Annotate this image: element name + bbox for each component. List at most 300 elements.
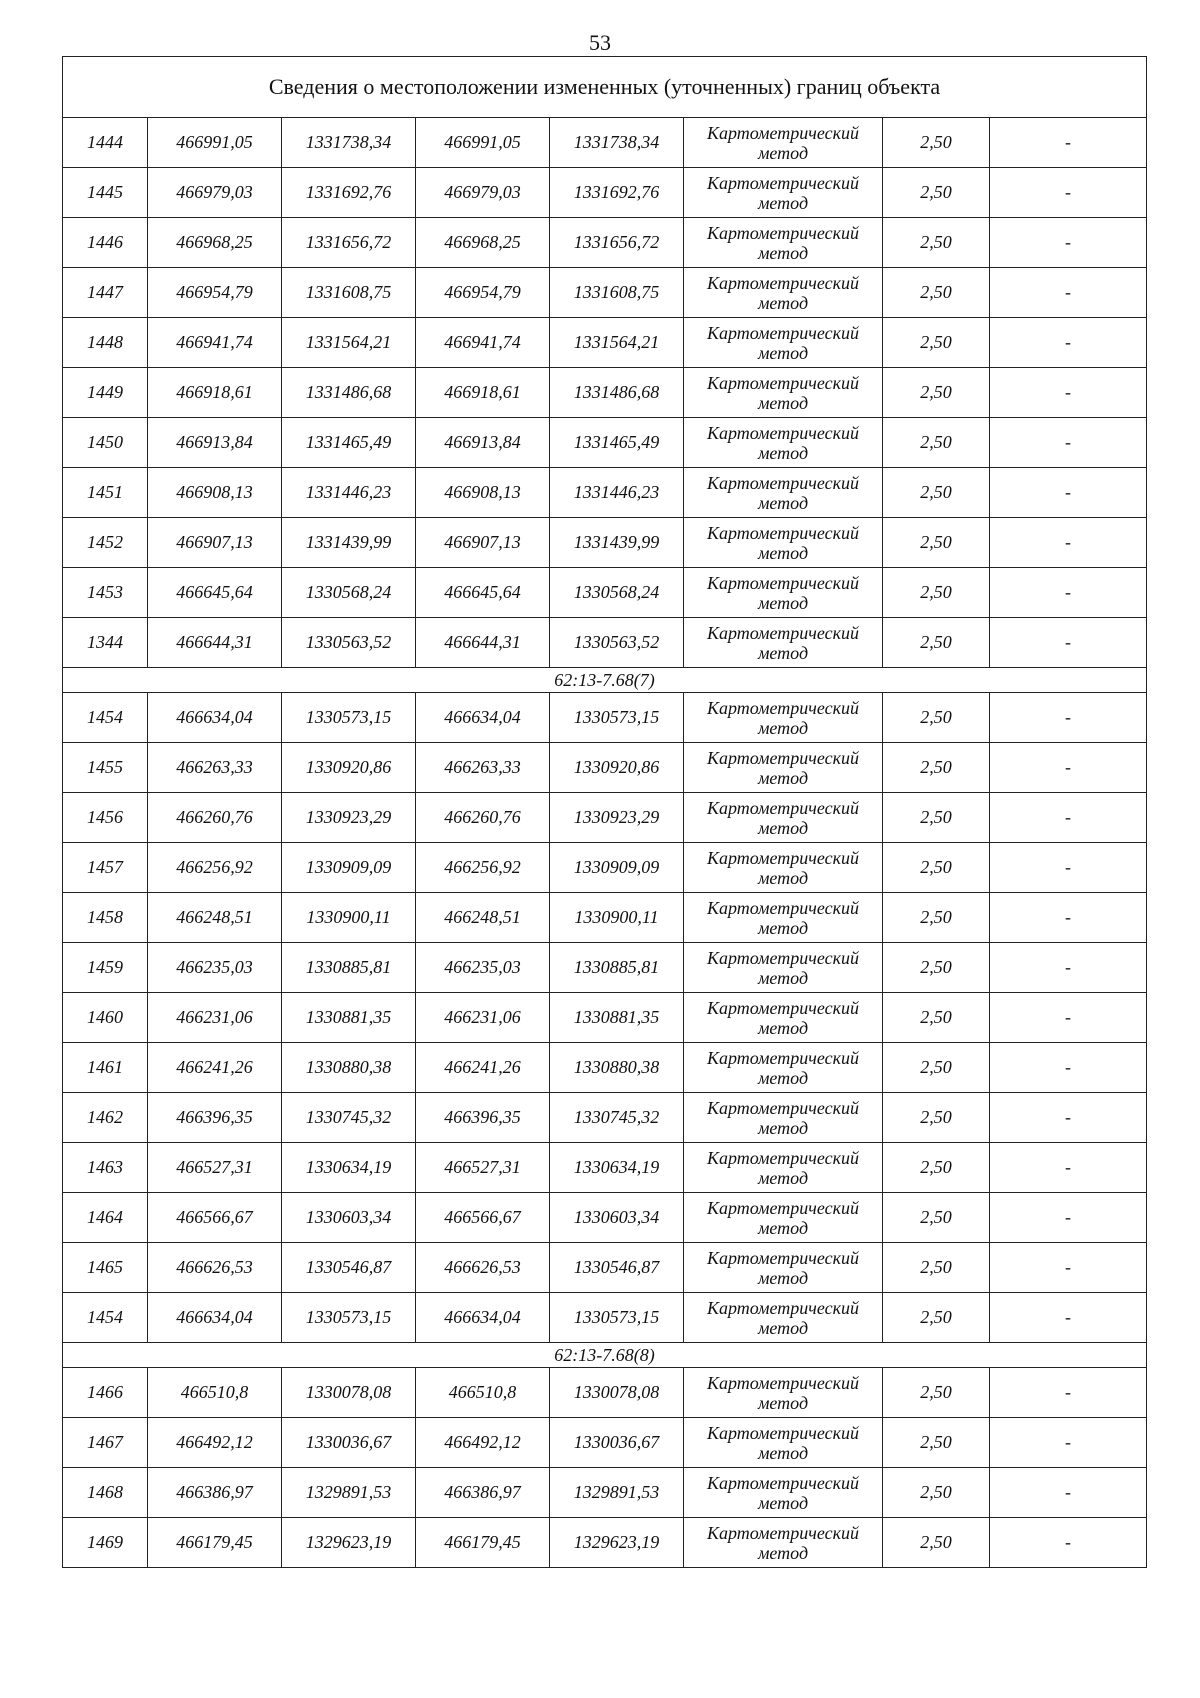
x-existing-cell: 466396,35 [148, 1093, 282, 1143]
point-number-cell: 1454 [63, 1293, 148, 1343]
x-refined-cell: 466179,45 [416, 1518, 550, 1568]
accuracy-cell: 2,50 [883, 1193, 990, 1243]
y-existing-cell: 1330546,87 [282, 1243, 416, 1293]
y-existing-cell: 1330900,11 [282, 893, 416, 943]
point-number-cell: 1451 [63, 468, 148, 518]
x-refined-cell: 466634,04 [416, 693, 550, 743]
method-line2: метод [757, 392, 809, 413]
table-row [63, 993, 1147, 1043]
method-line2: метод [757, 642, 809, 663]
note-cell: - [990, 1143, 1147, 1193]
x-existing-cell: 466248,51 [148, 893, 282, 943]
accuracy-cell: 2,50 [883, 1043, 990, 1093]
y-refined-cell: 1331692,76 [550, 168, 684, 218]
method-cell [684, 793, 883, 843]
y-existing-cell: 1330920,86 [282, 743, 416, 793]
method-cell [684, 1193, 883, 1243]
y-refined-cell: 1330603,34 [550, 1193, 684, 1243]
method-cell [684, 743, 883, 793]
y-refined-cell: 1330885,81 [550, 943, 684, 993]
note-cell: - [990, 843, 1147, 893]
note-cell: - [990, 268, 1147, 318]
accuracy-cell: 2,50 [883, 168, 990, 218]
table-row [63, 1143, 1147, 1193]
method-line2: метод [757, 1217, 809, 1238]
method-line1: Картометрический [706, 1147, 859, 1168]
y-existing-cell: 1331608,75 [282, 268, 416, 318]
note-cell: - [990, 418, 1147, 468]
x-refined-cell: 466918,61 [416, 368, 550, 418]
method-cell [684, 368, 883, 418]
x-refined-cell: 466979,03 [416, 168, 550, 218]
method-cell [684, 943, 883, 993]
y-refined-cell: 1330573,15 [550, 693, 684, 743]
method-cell [684, 1043, 883, 1093]
method-line2: метод [757, 1492, 809, 1513]
y-existing-cell: 1330885,81 [282, 943, 416, 993]
y-refined-cell: 1330745,32 [550, 1093, 684, 1143]
point-number-cell: 1455 [63, 743, 148, 793]
accuracy-cell: 2,50 [883, 993, 990, 1043]
accuracy-cell: 2,50 [883, 1243, 990, 1293]
method-line1: Картометрический [706, 422, 859, 443]
x-existing-cell: 466918,61 [148, 368, 282, 418]
x-refined-cell: 466913,84 [416, 418, 550, 468]
method-cell [684, 1468, 883, 1518]
accuracy-cell: 2,50 [883, 268, 990, 318]
y-refined-cell: 1330923,29 [550, 793, 684, 843]
method-cell [684, 1243, 883, 1293]
note-cell: - [990, 793, 1147, 843]
method-line1: Картометрический [706, 1097, 859, 1118]
x-existing-cell: 466645,64 [148, 568, 282, 618]
method-cell [684, 1518, 883, 1568]
method-line2: метод [757, 817, 809, 838]
note-cell: - [990, 1293, 1147, 1343]
x-refined-cell: 466231,06 [416, 993, 550, 1043]
section-header-row [63, 1343, 1147, 1368]
x-refined-cell: 466492,12 [416, 1418, 550, 1468]
point-number-cell: 1344 [63, 618, 148, 668]
point-number-cell: 1459 [63, 943, 148, 993]
accuracy-cell: 2,50 [883, 218, 990, 268]
y-refined-cell: 1331465,49 [550, 418, 684, 468]
method-line2: метод [757, 867, 809, 888]
accuracy-cell: 2,50 [883, 568, 990, 618]
method-line1: Картометрический [706, 947, 859, 968]
point-number-cell: 1452 [63, 518, 148, 568]
point-number-cell: 1460 [63, 993, 148, 1043]
x-existing-cell: 466979,03 [148, 168, 282, 218]
method-cell [684, 168, 883, 218]
x-existing-cell: 466179,45 [148, 1518, 282, 1568]
x-refined-cell: 466396,35 [416, 1093, 550, 1143]
point-number-cell: 1450 [63, 418, 148, 468]
method-cell [684, 218, 883, 268]
accuracy-cell: 2,50 [883, 1293, 990, 1343]
method-line2: метод [757, 1542, 809, 1563]
y-existing-cell: 1331564,21 [282, 318, 416, 368]
method-cell [684, 1093, 883, 1143]
method-line2: метод [757, 1392, 809, 1413]
note-cell: - [990, 1043, 1147, 1093]
note-cell: - [990, 1193, 1147, 1243]
x-existing-cell: 466913,84 [148, 418, 282, 468]
note-cell: - [990, 893, 1147, 943]
note-cell: - [990, 993, 1147, 1043]
method-line2: метод [757, 767, 809, 788]
x-existing-cell: 466260,76 [148, 793, 282, 843]
table-row [63, 268, 1147, 318]
method-line1: Картометрический [706, 747, 859, 768]
table-row [63, 468, 1147, 518]
note-cell: - [990, 568, 1147, 618]
table-row [63, 618, 1147, 668]
y-refined-cell: 1330036,67 [550, 1418, 684, 1468]
y-refined-cell: 1330634,19 [550, 1143, 684, 1193]
method-line2: метод [757, 142, 809, 163]
y-refined-cell: 1331446,23 [550, 468, 684, 518]
y-refined-cell: 1331564,21 [550, 318, 684, 368]
table-row [63, 1368, 1147, 1418]
y-existing-cell: 1330923,29 [282, 793, 416, 843]
y-refined-cell: 1330920,86 [550, 743, 684, 793]
x-refined-cell: 466954,79 [416, 268, 550, 318]
section-header-row [63, 668, 1147, 693]
y-existing-cell: 1330603,34 [282, 1193, 416, 1243]
table-row [63, 743, 1147, 793]
y-refined-cell: 1330546,87 [550, 1243, 684, 1293]
x-existing-cell: 466968,25 [148, 218, 282, 268]
method-line1: Картометрический [706, 472, 859, 493]
y-refined-cell: 1330078,08 [550, 1368, 684, 1418]
y-existing-cell: 1331692,76 [282, 168, 416, 218]
method-line2: метод [757, 1442, 809, 1463]
method-line1: Картометрический [706, 1472, 859, 1493]
note-cell: - [990, 518, 1147, 568]
note-cell: - [990, 1243, 1147, 1293]
x-existing-cell: 466231,06 [148, 993, 282, 1043]
y-existing-cell: 1331656,72 [282, 218, 416, 268]
accuracy-cell: 2,50 [883, 843, 990, 893]
y-refined-cell: 1330909,09 [550, 843, 684, 893]
accuracy-cell: 2,50 [883, 1143, 990, 1193]
section-label: 62:13-7.68(8) [63, 1343, 1147, 1368]
x-existing-cell: 466634,04 [148, 693, 282, 743]
note-cell: - [990, 1468, 1147, 1518]
y-refined-cell: 1330563,52 [550, 618, 684, 668]
point-number-cell: 1456 [63, 793, 148, 843]
y-existing-cell: 1331486,68 [282, 368, 416, 418]
accuracy-cell: 2,50 [883, 418, 990, 468]
table-row [63, 1043, 1147, 1093]
method-line2: метод [757, 592, 809, 613]
method-line1: Картометрический [706, 1422, 859, 1443]
method-cell [684, 893, 883, 943]
table-row [63, 168, 1147, 218]
y-existing-cell: 1330036,67 [282, 1418, 416, 1468]
method-line2: метод [757, 967, 809, 988]
table-row [63, 568, 1147, 618]
method-cell [684, 118, 883, 168]
note-cell: - [990, 118, 1147, 168]
table-row [63, 893, 1147, 943]
point-number-cell: 1446 [63, 218, 148, 268]
method-line1: Картометрический [706, 222, 859, 243]
section-label: 62:13-7.68(7) [63, 668, 1147, 693]
coordinates-table [62, 56, 1147, 1568]
x-refined-cell: 466908,13 [416, 468, 550, 518]
method-line1: Картометрический [706, 272, 859, 293]
method-line1: Картометрический [706, 572, 859, 593]
note-cell: - [990, 468, 1147, 518]
table-row [63, 793, 1147, 843]
table-row [63, 218, 1147, 268]
method-cell [684, 518, 883, 568]
method-line1: Картометрический [706, 697, 859, 718]
y-existing-cell: 1329623,19 [282, 1518, 416, 1568]
x-refined-cell: 466991,05 [416, 118, 550, 168]
method-line1: Картометрический [706, 622, 859, 643]
x-existing-cell: 466256,92 [148, 843, 282, 893]
y-existing-cell: 1331465,49 [282, 418, 416, 468]
x-existing-cell: 466991,05 [148, 118, 282, 168]
x-refined-cell: 466634,04 [416, 1293, 550, 1343]
table-title-row [63, 57, 1147, 118]
method-line1: Картометрический [706, 1297, 859, 1318]
method-cell [684, 993, 883, 1043]
x-refined-cell: 466263,33 [416, 743, 550, 793]
method-line2: метод [757, 292, 809, 313]
method-cell [684, 618, 883, 668]
y-refined-cell: 1329891,53 [550, 1468, 684, 1518]
method-line1: Картометрический [706, 322, 859, 343]
point-number-cell: 1454 [63, 693, 148, 743]
point-number-cell: 1468 [63, 1468, 148, 1518]
accuracy-cell: 2,50 [883, 1468, 990, 1518]
method-line1: Картометрический [706, 172, 859, 193]
point-number-cell: 1445 [63, 168, 148, 218]
note-cell: - [990, 1093, 1147, 1143]
note-cell: - [990, 943, 1147, 993]
x-existing-cell: 466908,13 [148, 468, 282, 518]
x-existing-cell: 466386,97 [148, 1468, 282, 1518]
table-row [63, 368, 1147, 418]
x-refined-cell: 466527,31 [416, 1143, 550, 1193]
method-line2: метод [757, 242, 809, 263]
y-refined-cell: 1330568,24 [550, 568, 684, 618]
accuracy-cell: 2,50 [883, 693, 990, 743]
note-cell: - [990, 368, 1147, 418]
x-existing-cell: 466907,13 [148, 518, 282, 568]
point-number-cell: 1466 [63, 1368, 148, 1418]
method-line1: Картометрический [706, 847, 859, 868]
accuracy-cell: 2,50 [883, 943, 990, 993]
y-existing-cell: 1330573,15 [282, 1293, 416, 1343]
note-cell: - [990, 318, 1147, 368]
point-number-cell: 1447 [63, 268, 148, 318]
table-row [63, 318, 1147, 368]
accuracy-cell: 2,50 [883, 1368, 990, 1418]
note-cell: - [990, 1368, 1147, 1418]
table-row [63, 1193, 1147, 1243]
point-number-cell: 1448 [63, 318, 148, 368]
accuracy-cell: 2,50 [883, 318, 990, 368]
table-row [63, 943, 1147, 993]
accuracy-cell: 2,50 [883, 1093, 990, 1143]
y-refined-cell: 1330881,35 [550, 993, 684, 1043]
y-refined-cell: 1331738,34 [550, 118, 684, 168]
method-line1: Картометрический [706, 1047, 859, 1068]
note-cell: - [990, 218, 1147, 268]
point-number-cell: 1464 [63, 1193, 148, 1243]
method-line2: метод [757, 1317, 809, 1338]
x-existing-cell: 466527,31 [148, 1143, 282, 1193]
accuracy-cell: 2,50 [883, 893, 990, 943]
y-refined-cell: 1329623,19 [550, 1518, 684, 1568]
point-number-cell: 1469 [63, 1518, 148, 1568]
y-refined-cell: 1330573,15 [550, 1293, 684, 1343]
method-cell [684, 468, 883, 518]
x-refined-cell: 466241,26 [416, 1043, 550, 1093]
method-line1: Картометрический [706, 122, 859, 143]
x-refined-cell: 466248,51 [416, 893, 550, 943]
table-row [63, 1468, 1147, 1518]
accuracy-cell: 2,50 [883, 743, 990, 793]
method-cell [684, 568, 883, 618]
x-refined-cell: 466644,31 [416, 618, 550, 668]
method-line1: Картометрический [706, 1197, 859, 1218]
accuracy-cell: 2,50 [883, 1518, 990, 1568]
y-existing-cell: 1330634,19 [282, 1143, 416, 1193]
table-row [63, 1093, 1147, 1143]
y-refined-cell: 1331608,75 [550, 268, 684, 318]
y-existing-cell: 1331439,99 [282, 518, 416, 568]
table-row [63, 1243, 1147, 1293]
accuracy-cell: 2,50 [883, 118, 990, 168]
method-line2: метод [757, 1267, 809, 1288]
method-line1: Картометрический [706, 897, 859, 918]
method-line2: метод [757, 717, 809, 738]
x-existing-cell: 466263,33 [148, 743, 282, 793]
x-existing-cell: 466941,74 [148, 318, 282, 368]
table-row [63, 1418, 1147, 1468]
x-refined-cell: 466510,8 [416, 1368, 550, 1418]
accuracy-cell: 2,50 [883, 1418, 990, 1468]
point-number-cell: 1458 [63, 893, 148, 943]
accuracy-cell: 2,50 [883, 468, 990, 518]
method-line1: Картометрический [706, 1247, 859, 1268]
note-cell: - [990, 693, 1147, 743]
y-existing-cell: 1331738,34 [282, 118, 416, 168]
method-line2: метод [757, 492, 809, 513]
method-cell [684, 1293, 883, 1343]
method-cell [684, 418, 883, 468]
accuracy-cell: 2,50 [883, 793, 990, 843]
table-row [63, 1518, 1147, 1568]
table-row [63, 418, 1147, 468]
method-line2: метод [757, 1117, 809, 1138]
x-existing-cell: 466644,31 [148, 618, 282, 668]
method-line2: метод [757, 192, 809, 213]
method-line1: Картометрический [706, 522, 859, 543]
y-existing-cell: 1329891,53 [282, 1468, 416, 1518]
method-cell [684, 1143, 883, 1193]
method-line1: Картометрический [706, 372, 859, 393]
point-number-cell: 1444 [63, 118, 148, 168]
page-number: 53 [589, 30, 611, 55]
y-existing-cell: 1330881,35 [282, 993, 416, 1043]
method-line2: метод [757, 542, 809, 563]
point-number-cell: 1462 [63, 1093, 148, 1143]
method-line1: Картометрический [706, 797, 859, 818]
method-line1: Картометрический [706, 1372, 859, 1393]
y-refined-cell: 1330900,11 [550, 893, 684, 943]
y-existing-cell: 1330568,24 [282, 568, 416, 618]
point-number-cell: 1457 [63, 843, 148, 893]
table-row [63, 118, 1147, 168]
x-refined-cell: 466645,64 [416, 568, 550, 618]
table-row [63, 843, 1147, 893]
x-refined-cell: 466260,76 [416, 793, 550, 843]
x-refined-cell: 466235,03 [416, 943, 550, 993]
x-existing-cell: 466954,79 [148, 268, 282, 318]
y-existing-cell: 1330909,09 [282, 843, 416, 893]
note-cell: - [990, 743, 1147, 793]
method-line2: метод [757, 1167, 809, 1188]
method-cell [684, 268, 883, 318]
y-refined-cell: 1331656,72 [550, 218, 684, 268]
x-existing-cell: 466241,26 [148, 1043, 282, 1093]
point-number-cell: 1465 [63, 1243, 148, 1293]
y-existing-cell: 1330573,15 [282, 693, 416, 743]
x-refined-cell: 466941,74 [416, 318, 550, 368]
table-title: Сведения о местоположении измененных (уточненных) границ объекта [63, 57, 1147, 118]
note-cell: - [990, 1518, 1147, 1568]
note-cell: - [990, 1418, 1147, 1468]
method-line2: метод [757, 342, 809, 363]
x-refined-cell: 466566,67 [416, 1193, 550, 1243]
table-body [63, 57, 1147, 1568]
point-number-cell: 1449 [63, 368, 148, 418]
x-refined-cell: 466256,92 [416, 843, 550, 893]
note-cell: - [990, 618, 1147, 668]
accuracy-cell: 2,50 [883, 368, 990, 418]
accuracy-cell: 2,50 [883, 618, 990, 668]
y-refined-cell: 1330880,38 [550, 1043, 684, 1093]
x-existing-cell: 466510,8 [148, 1368, 282, 1418]
y-existing-cell: 1331446,23 [282, 468, 416, 518]
x-refined-cell: 466968,25 [416, 218, 550, 268]
note-cell: - [990, 168, 1147, 218]
point-number-cell: 1461 [63, 1043, 148, 1093]
x-existing-cell: 466566,67 [148, 1193, 282, 1243]
method-line2: метод [757, 1067, 809, 1088]
point-number-cell: 1463 [63, 1143, 148, 1193]
y-refined-cell: 1331486,68 [550, 368, 684, 418]
x-existing-cell: 466626,53 [148, 1243, 282, 1293]
method-line2: метод [757, 1017, 809, 1038]
x-refined-cell: 466907,13 [416, 518, 550, 568]
x-existing-cell: 466235,03 [148, 943, 282, 993]
method-line1: Картометрический [706, 1522, 859, 1543]
point-number-cell: 1453 [63, 568, 148, 618]
method-line2: метод [757, 917, 809, 938]
y-existing-cell: 1330745,32 [282, 1093, 416, 1143]
table-row [63, 693, 1147, 743]
x-existing-cell: 466634,04 [148, 1293, 282, 1343]
y-existing-cell: 1330078,08 [282, 1368, 416, 1418]
